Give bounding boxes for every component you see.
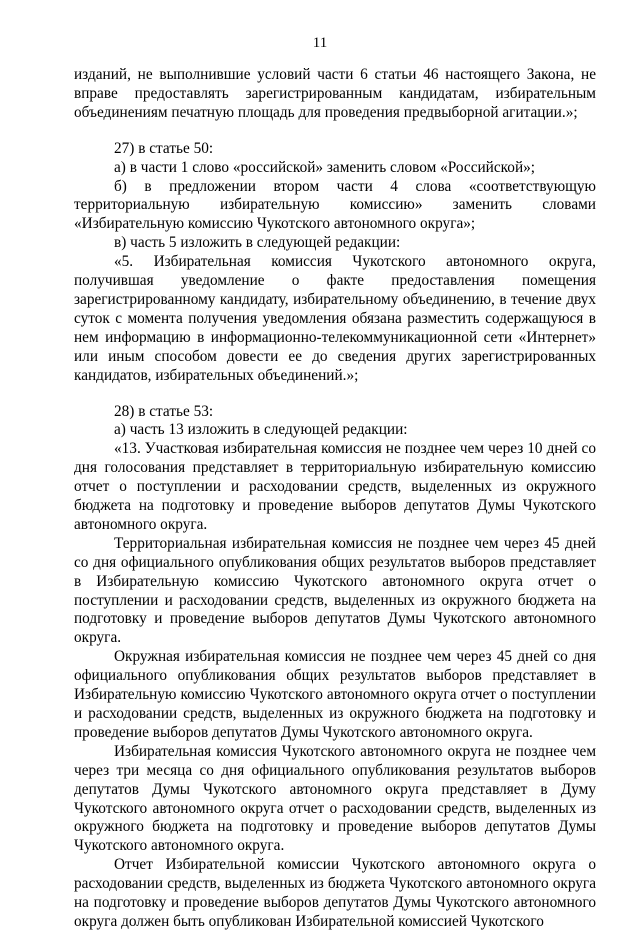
part-5-text: «5. Избирательная комиссия Чукотского автономного округа, получившая уведомление о факте предоставления помещения зарегистрированному кандидату, избирательному объединению, в течение двух суток с момента получения уведомления обязана разместить содержащуюся в нем информацию в информационно-телекоммуникационной сети «Интернет» или иным способом довести ее до сведения других зарегистрированных кандидатов, избирательных объединений.»; — [74, 253, 596, 384]
item-28-a: а) часть 13 изложить в следующей редакции: — [114, 421, 408, 439]
electoral-commission-paragraph: Избирательная комиссия Чукотского автономного округа не позднее чем через три месяца со дня официального опубликования результатов выборов депутатов Думы Чукотского автономного округа представляет в Думу Чукотского автономного округа отчет о расходовании средств, выделенных из окружного бюджета на подготовку и проведение выборов депутатов Думы Чукотского автономного округа. — [74, 742, 596, 855]
page-number: 11 — [312, 35, 328, 51]
item-27-heading: 27) в статье 50: — [114, 139, 214, 157]
district-commission-paragraph: Окружная избирательная комиссия не позднее чем через 45 дней со дня официального опубликования общих результатов выборов представляет в Избирательную комиссию Чукотского автономного округа отчет о поступлении и расходовании средств, выделенных из окружного бюджета на подготовку и проведение выборов депутатов Думы Чукотского автономного округа. — [74, 648, 596, 741]
page-body — [74, 66, 596, 932]
report-paragraph: Отчет Избирательной комиссии Чукотского автономного округа о расходовании средств, выделенных из бюджета Чукотского автономного округа на подготовку и проведение выборов депутатов Думы Чукотского автономного округа должен быть опубликован Избирательной комиссией Чукотского — [74, 856, 596, 930]
item-27-b: б) в предложении втором части 4 слова «соответствующую территориальную избирательную комиссию» заменить словами «Избирательную комиссию Чукотского автономного округа»; — [74, 177, 596, 233]
item-27-v: в) часть 5 изложить в следующей редакции: — [114, 234, 401, 252]
item-27-a: а) в части 1 слово «российской» заменить словом «Российской»; — [114, 158, 536, 176]
territorial-commission-paragraph: Территориальная избирательная комиссия не позднее чем через 45 дней со дня официального опубликования общих результатов выборов представляет в Избирательную комиссию Чукотского автономного округа отчет о поступлении и расходовании средств, выделенных из окружного бюджета на подготовку и проведение выборов депутатов Думы Чукотского автономного округа. — [74, 534, 596, 647]
paragraph-continuation: изданий, не выполнившие условий части 6 статьи 46 настоящего Закона, не вправе предоставлять зарегистрированным кандидатам, избирательным объединениям печатную площадь для проведения предвыборной агитации.»; — [74, 66, 596, 121]
part-13-text: «13. Участковая избирательная комиссия не позднее чем через 10 дней со дня голосования представляет в территориальную избирательную комиссию отчет о поступлении и расходовании средств, выделенных из окружного бюджета на подготовку и проведение выборов депутатов Думы Чукотского автономного округа. — [74, 440, 596, 533]
item-28-heading: 28) в статье 53: — [114, 402, 214, 420]
